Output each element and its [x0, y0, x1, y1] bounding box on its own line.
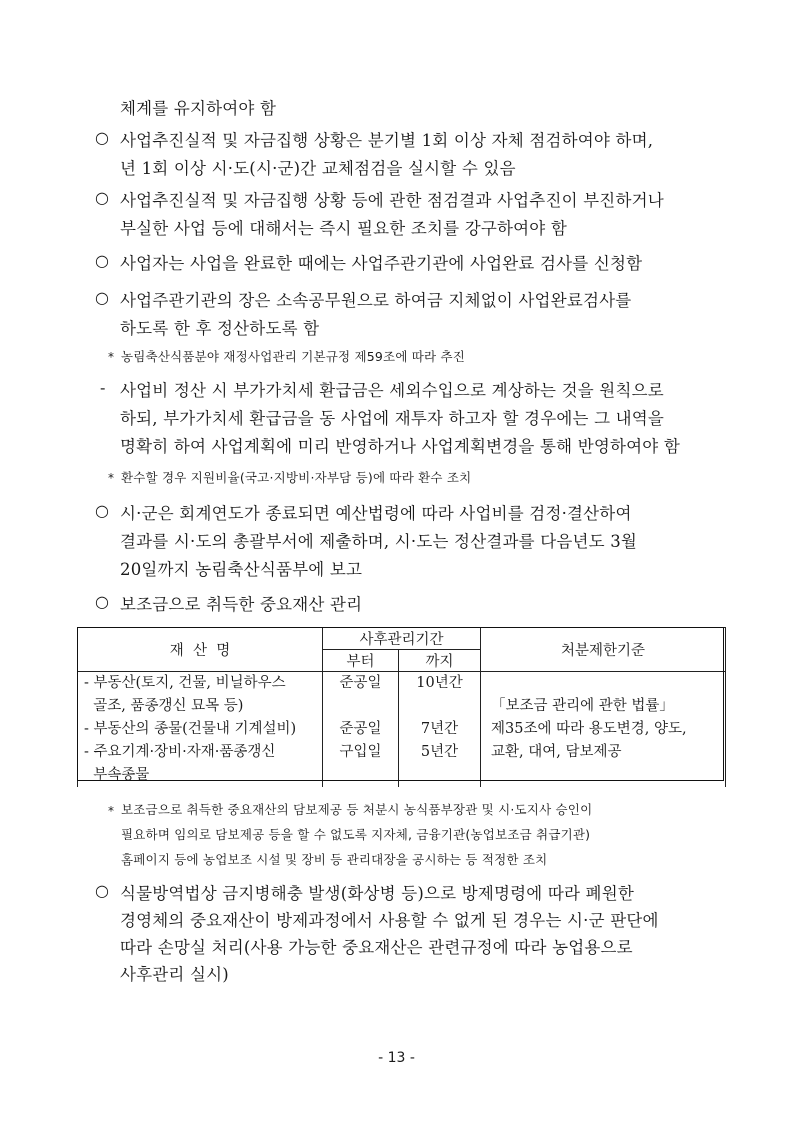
table-cell: 7년간	[420, 721, 459, 737]
table-cell: 부속종물	[84, 767, 150, 783]
paragraph-line: 하도록 한 후 정산하도록 함	[120, 319, 320, 338]
footnote: 홈페이지 등에 농업보조 시설 및 장비 등 관리대장을 공시하는 등 적정한 조치	[121, 852, 548, 867]
paragraph-line: 20일까지 농림축산식품부에 보고	[120, 560, 363, 579]
paragraph-line: 식물방역법상 금지병해충 발생(화상병 등)으로 방제명령에 따라 폐원한	[120, 884, 634, 903]
restriction-column	[481, 672, 726, 788]
table-cell	[399, 695, 480, 718]
table-cell	[323, 695, 398, 718]
table-cell: - 주요기계·장비·자재·품종갱신	[84, 744, 276, 760]
paragraph-line: 사업자는 사업을 완료한 때에는 사업주관기관에 사업완료 검사를 신청함	[120, 254, 643, 273]
note-star: *	[108, 804, 114, 818]
table-cell: 「보조금 관리에 관한 법률」	[491, 698, 674, 714]
page-number: - 13 -	[378, 1050, 415, 1066]
paragraph-line: 사업주관기관의 장은 소속공무원으로 하여금 지체없이 사업완료검사를	[120, 291, 632, 310]
footnote: 보조금으로 취득한 중요재산의 담보제공 등 처분시 농식품부장관 및 시·도지사 승인이	[121, 802, 593, 817]
table-cell: 골조, 품종갱신 묘목 등)	[84, 698, 244, 714]
paragraph-line: 경영체의 중요재산이 방제과정에서 사용할 수 없게 된 경우는 시·군 판단에	[120, 911, 659, 930]
table-cell: 준공일	[339, 675, 382, 691]
paragraph-line: 부실한 사업 등에 대해서는 즉시 필요한 조치를 강구하여야 함	[120, 219, 568, 238]
paragraph-line: 체계를 유지하여야 함	[120, 99, 277, 118]
table-cell: 제35조에 따라 용도변경, 양도,	[491, 721, 687, 737]
table-cell: - 부동산의 종물(건물내 기계설비)	[84, 721, 297, 737]
table-cell	[323, 764, 398, 787]
table-cell: - 부동산(토지, 건물, 비닐하우스	[84, 675, 286, 691]
circle-bullet: ○	[95, 251, 109, 270]
footnote: 환수할 경우 지원비율(국고·지방비·자부담 등)에 따라 환수 조치	[121, 470, 472, 485]
table-cell	[491, 764, 725, 787]
footnote: 필요하며 임의로 담보제공 등을 할 수 없도록 지자체, 금융기관(농업보조금 취급기관)	[121, 827, 591, 842]
footnote: 농림축산식품분야 재정사업관리 기본규정 제59조에 따라 추진	[121, 349, 466, 364]
header-from: 부터	[323, 650, 399, 672]
paragraph-line: 사업비 정산 시 부가가치세 환급금은 세외수입으로 계상하는 것을 원칙으로	[120, 381, 664, 400]
header-asset-name: 재 산 명	[78, 628, 323, 672]
paragraph-line: 시·군은 회계연도가 종료되면 예산법령에 따라 사업비를 검정·결산하여	[120, 504, 632, 523]
paragraph-line: 사업추진실적 및 자금집행 상황은 분기별 1회 이상 자체 점검하여야 하며,	[120, 131, 654, 150]
header-period: 사후관리기간	[323, 628, 481, 650]
note-star: *	[108, 350, 114, 364]
circle-bullet: ○	[95, 881, 109, 900]
dash-bullet: -	[100, 378, 106, 397]
circle-bullet: ○	[95, 128, 109, 147]
circle-bullet: ○	[95, 501, 109, 520]
paragraph-line: 보조금으로 취득한 중요재산 관리	[120, 595, 363, 614]
table-cell: 교환, 대여, 담보제공	[491, 744, 622, 760]
paragraph-line: 사업추진실적 및 자금집행 상황 등에 관한 점검결과 사업추진이 부진하거나	[120, 191, 664, 210]
paragraph-line: 명확히 하여 사업계획에 미리 반영하거나 사업계획변경을 통해 반영하여야 함	[120, 437, 681, 456]
header-restriction: 처분제한기준	[481, 628, 726, 672]
note-star: *	[108, 471, 114, 485]
paragraph-line: 따라 손망실 처리(사용 가능한 중요재산은 관련규정에 따라 농업용으로	[120, 938, 633, 957]
to-column	[399, 672, 481, 788]
table-cell	[491, 672, 725, 695]
table-cell: 10년간	[416, 675, 463, 691]
circle-bullet: ○	[95, 288, 109, 307]
table-cell	[399, 764, 480, 787]
paragraph-line: 하되, 부가가치세 환급금을 동 사업에 재투자 하고자 할 경우에는 그 내역을	[120, 409, 665, 428]
paragraph-line: 결과를 시·도의 총괄부서에 제출하며, 시·도는 정산결과를 다음년도 3월	[120, 532, 638, 551]
table-cell: 5년간	[420, 744, 459, 760]
table-cell: 준공일	[339, 721, 382, 737]
from-column	[323, 672, 399, 788]
header-to: 까지	[399, 650, 481, 672]
paragraph-line: 년 1회 이상 시·도(시·군)간 교체점검을 실시할 수 있음	[120, 159, 516, 178]
circle-bullet: ○	[95, 592, 109, 611]
paragraph-line: 사후관리 실시)	[120, 965, 229, 984]
asset-management-table	[77, 627, 726, 787]
circle-bullet: ○	[95, 188, 109, 207]
asset-name-column	[78, 672, 323, 788]
table-cell: 구입일	[339, 744, 382, 760]
